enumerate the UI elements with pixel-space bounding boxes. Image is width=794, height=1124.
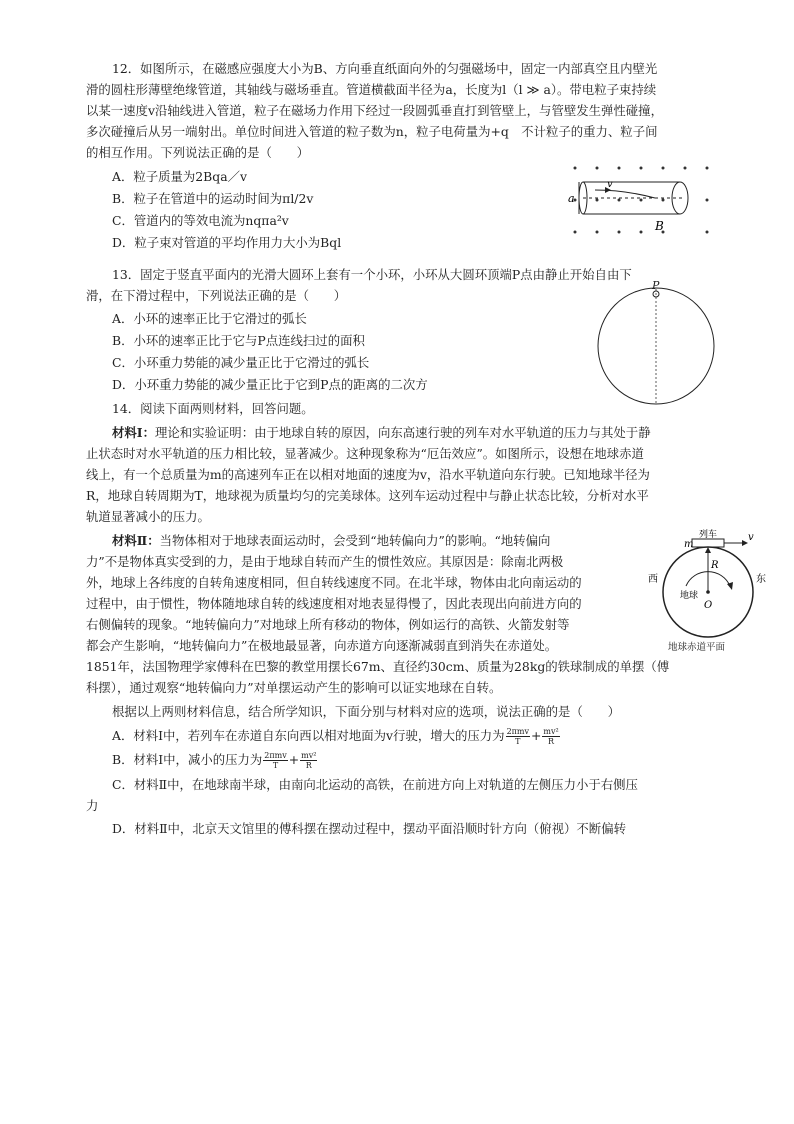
fraction-numerator: 2πmv xyxy=(506,727,530,736)
q13-ring-figure xyxy=(590,283,722,409)
q13-option-a: A．小环的速率正比于它滑过的弧长 xyxy=(112,311,307,326)
fraction-denominator: R xyxy=(305,761,312,770)
q13-option-c: C．小环重力势能的减少量正比于它滑过的弧长 xyxy=(112,355,370,370)
q14-material2-line-1 xyxy=(112,532,550,550)
q14-material2-line-2: 力”不是物体真实受到的力，是由于地球自转而产生的惯性效应。其原因是：除南北两极 xyxy=(86,554,564,569)
q14-material1-line-1 xyxy=(112,424,651,442)
q14-material2-line-6: 都会产生影响，“地转偏向力”在极地最显著，向赤道方向逐渐减弱直到消失在赤道处。 xyxy=(86,638,558,653)
q12-option-a: A．粒子质量为2Bqa／v xyxy=(112,169,247,184)
radius-label: R xyxy=(711,560,719,571)
q12-label-b: B xyxy=(655,219,664,233)
q14-earth-figure xyxy=(648,526,768,646)
q12-label-v: v xyxy=(607,179,613,190)
q14-option-b: B．材料Ⅰ中，减小的压力为 $\frac{\text{2πmv}}{T}$ + $\frac{\text{mv²}}{R}$ xyxy=(112,751,317,770)
q12-option-c: C．管道内的等效电流为nqπa²v xyxy=(112,213,289,228)
option-a-fraction-2 xyxy=(542,727,559,746)
q14-material1-line-4: R，地球自转周期为T，地球视为质量均匀的完美球体。这列车运动过程中与静止状态比较，分析对水平 xyxy=(86,488,649,503)
q13-line-2: 滑，在下滑过程中，下列说法正确的是（ ） xyxy=(86,288,347,303)
q13-label-p: P xyxy=(652,279,660,292)
center-o-label: O xyxy=(704,600,713,611)
option-b-fraction-2 xyxy=(300,751,317,770)
option-a-fraction-1 xyxy=(506,727,530,746)
earth-label: 地球 xyxy=(680,591,699,601)
q12-line-4: 多次碰撞后从另一端射出。单位时间进入管道的粒子数为n，粒子电荷量为+q 不计粒子的重力、粒子间 xyxy=(86,124,658,139)
q14-option-a: A．材料Ⅰ中，若列车在赤道自东向西以相对地面为v行驶，增大的压力为 $\frac{\text{2πmv}}{T}$ + $\frac{\text{mv²}}{R}$ xyxy=(112,727,559,746)
q12-line-1: 12．如图所示，在磁感应强度大小为B、方向垂直纸面向外的匀强磁场中，固定一内部真空且内壁光 xyxy=(112,61,658,76)
q12-option-b: B．粒子在管道中的运动时间为πl/2v xyxy=(112,191,314,206)
q12-line-2: 滑的圆柱形薄壁绝缘管道，其轴线与磁场垂直。管道横截面半径为a，长度为l（l ≫ a）。带电粒子束持续 xyxy=(86,82,657,97)
option-b-fraction-1 xyxy=(263,751,287,770)
q14-option-c-line-1: C．材料Ⅱ中，在地球南半球，由南向北运动的高铁，在前进方向上对轨道的左侧压力小于右侧压 xyxy=(112,777,638,792)
q14-option-c-line-2: 力 xyxy=(86,798,99,813)
q14-material1-line-3: 线上，有一个总质量为m的高速列车正在以相对地面的速度为v，沿水平轨道向东行驶。已知地球半径为 xyxy=(86,467,650,482)
material1-text-1: 理论和实验证明：由于地球自转的原因，向东高速行驶的列车对水平轨道的压力与其处于静 xyxy=(154,425,651,440)
q13-option-b: B．小环的速率正比于它与P点连线扫过的面积 xyxy=(112,333,365,348)
q12-line-5: 的相互作用。下列说法正确的是（ ） xyxy=(86,145,310,160)
q14-material1-line-2: 止状态时对水平轨道的压力相比较，显著减少。这种现象称为“厄缶效应”。如图所示，设想在地球赤道 xyxy=(86,446,644,461)
fraction-denominator: T xyxy=(515,737,521,746)
train-label: 列车 xyxy=(698,530,718,540)
fraction-numerator: 2πmv xyxy=(264,751,287,760)
fraction-numerator: mv² xyxy=(543,727,559,736)
q14-material2-line-4: 过程中，由于惯性，物体随地球自转的线速度相对地表显得慢了，因此表现出向前进方向的 xyxy=(86,596,582,611)
q14-intro: 14．阅读下面两则材料，回答问题。 xyxy=(112,401,314,416)
q14-question: 根据以上两则材料信息，结合所学知识，下面分别与材料对应的选项，说法正确的是（ ） xyxy=(112,704,621,719)
q13-line-1: 13．固定于竖直平面内的光滑大圆环上套有一个小环，小环从大圆环顶端P点由静止开始自由下 xyxy=(112,267,632,282)
material2-text-1: 当物体相对于地球表面运动时，会受到“地转偏向力”的影响。“地转偏向 xyxy=(159,533,551,548)
option-a-text: A．材料Ⅰ中，若列车在赤道自东向西以相对地面为v行驶，增大的压力为 xyxy=(112,728,505,743)
earth-figure-caption: 地球赤道平面 xyxy=(668,642,726,653)
q14-material2-line-3: 外，地球上各纬度的自转角速度相同，但自转线速度不同。在北半球，物体由北向南运动的 xyxy=(86,575,582,590)
material1-heading: 材料Ⅰ： xyxy=(112,425,155,440)
q14-option-d: D．材料Ⅱ中，北京天文馆里的傅科摆在摆动过程中，摆动平面沿顺时针方向（俯视）不断偏转 xyxy=(112,821,626,836)
west-label: 西 xyxy=(648,574,658,585)
east-label: 东 xyxy=(756,574,766,585)
q14-material2-line-5: 右侧偏转的现象。“地转偏向力”对地球上所有移动的物体，例如运行的高铁、火箭发射等 xyxy=(86,617,570,632)
fraction-numerator: mv² xyxy=(301,751,317,760)
q12-line-3: 以某一速度v沿轴线进入管道，粒子在磁场力作用下经过一段圆弧垂直打到管壁上，与管壁发生弹性碰撞， xyxy=(86,103,663,118)
q12-pipe-figure xyxy=(565,160,715,242)
option-b-text: B．材料Ⅰ中，减小的压力为 xyxy=(112,752,263,767)
q12-label-a: a xyxy=(568,192,575,205)
q13-option-d: D．小环重力势能的减少量正比于它到P点的距离的二次方 xyxy=(112,377,428,392)
material2-heading: 材料Ⅱ： xyxy=(112,533,160,548)
q14-material2-line-8: 科摆），通过观察“地转偏向力”对单摆运动产生的影响可以证实地球在自转。 xyxy=(86,680,502,695)
q14-material1-line-5: 轨道显著减小的压力。 xyxy=(86,509,210,524)
q12-option-d: D．粒子束对管道的平均作用力大小为Bql xyxy=(112,235,342,250)
velocity-label: v xyxy=(748,532,754,543)
fraction-denominator: T xyxy=(272,761,279,770)
fraction-denominator: R xyxy=(548,737,555,746)
mass-label: m xyxy=(684,539,694,550)
q14-material2-line-7: 1851年，法国物理学家傅科在巴黎的教堂用摆长67m、直径约30cm、质量为28kg的铁球制成的单摆（傅 xyxy=(86,659,670,674)
